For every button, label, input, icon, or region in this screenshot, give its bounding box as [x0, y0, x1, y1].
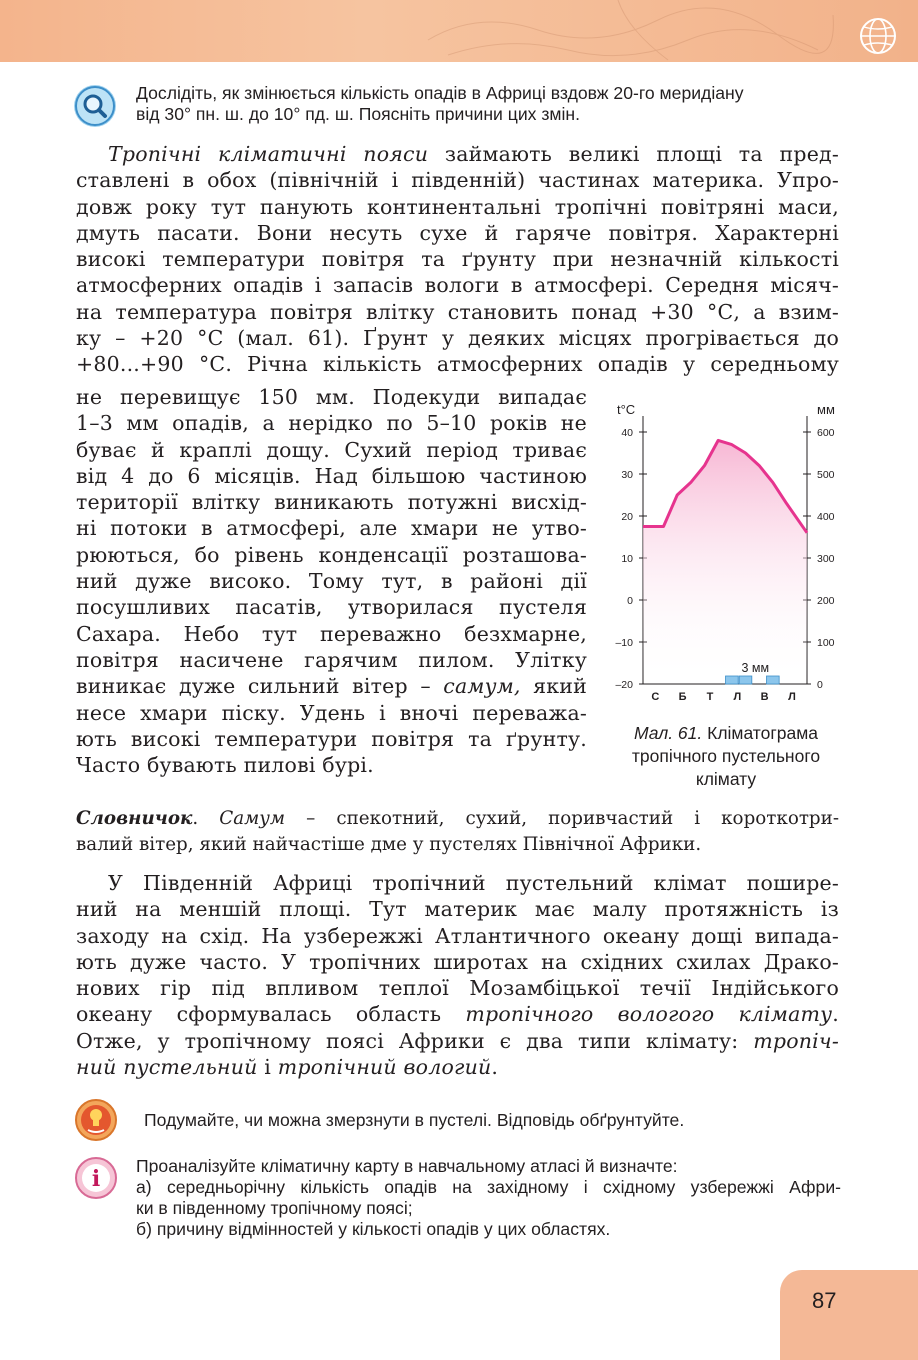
left-tick-label: –20	[615, 679, 633, 691]
left-tick-label: 20	[621, 511, 633, 523]
info-icon	[74, 1156, 116, 1198]
text-line: Часто бувають пилові бурі.	[76, 753, 374, 778]
task-line: а) середньорічну кількість опадів на західному і східному узбережжі Афри-	[136, 1177, 841, 1197]
text-line: нових гір під впливом теплої Мозамбіцької течії Індійського	[76, 976, 839, 1001]
text-line: ють дуже часто. У тропічних широтах на східних схилах Драко-	[76, 949, 839, 974]
left-tick-label: 30	[621, 469, 633, 481]
research-task	[136, 83, 846, 125]
precipitation-bar	[739, 676, 752, 684]
text-line: валий вітер, який найчастіше дме у пустелях Північної Африки.	[76, 834, 702, 855]
magnifier-icon	[74, 85, 116, 127]
term-tropical-belts: Тропічні кліматичні пояси	[108, 142, 429, 166]
glossary-word: Самум	[219, 808, 286, 829]
page-number: 87	[812, 1288, 837, 1313]
left-axis-label: t°C	[617, 402, 636, 417]
task-line: Проаналізуйте кліматичну карту в навчальному атласі й визначте:	[136, 1156, 678, 1176]
globe-icon	[858, 16, 898, 56]
paragraph-sahara	[76, 384, 587, 778]
text-line: У Південній Африці тропічний пустельний клімат пошире-	[108, 871, 839, 895]
text-line: від 4 до 6 місяців. Над більшою частиною	[76, 463, 587, 488]
text-line: виникає дуже сильний вітер – самум, який	[76, 674, 587, 699]
task-line: б) причину відмінностей у кількості опадів у цих областях.	[136, 1219, 611, 1239]
page-header-band	[0, 0, 918, 62]
text-line: заходу на схід. На узбережжі Атлантичного океану дощі випада-	[76, 923, 839, 948]
right-tick-label: 400	[817, 511, 835, 523]
text-line: ний дуже високо. Тому тут, в районі дії	[76, 569, 587, 594]
precipitation-bar	[726, 676, 739, 684]
text-line: на температура повітря влітку становить понад +30 °С, а взим-	[76, 299, 839, 324]
term-samum: самум,	[443, 674, 521, 699]
climatogram-chart	[605, 398, 850, 708]
left-tick-label: 0	[627, 595, 633, 607]
right-tick-label: 200	[817, 595, 835, 607]
atlas-task	[136, 1156, 841, 1240]
month-label: Л	[788, 691, 796, 703]
text-line: повітря насичене гарячим пилом. Улітку	[76, 647, 587, 672]
decorative-map-texture	[418, 0, 838, 62]
text-line: посушливих пасатів, утворилася пустеля	[76, 595, 587, 620]
svg-text:i: i	[91, 1166, 101, 1192]
right-axis-label: мм	[817, 402, 835, 417]
text-line: Словничок. Самум – спекотний, сухий, поривчастий і короткотри-	[76, 808, 839, 829]
text-line: океану сформувалась область тропічного вологого клімату.	[76, 1002, 839, 1027]
right-tick-label: 100	[817, 637, 835, 649]
text-line: буває й краплі дощу. Сухий період триває	[76, 437, 587, 462]
text-line: ку – +20 °С (мал. 61). Ґрунт у деяких місцях прогрівається до	[76, 326, 839, 351]
text-line: 1–3 мм опадів, а нерідко по 5–10 років не	[76, 411, 587, 436]
text-line: дмуть пасати. Вони несуть сухе й гаряче повітря. Характерні	[76, 220, 839, 245]
text-line: не перевищує 150 мм. Подекуди випадає	[76, 385, 587, 409]
text-line: ють високі температури повітря та ґрунту.	[76, 726, 587, 751]
right-tick-label: 600	[817, 427, 835, 439]
month-label: Б	[678, 691, 687, 703]
text-line: ний пустельний і тропічний вологий.	[76, 1055, 499, 1080]
glossary-note	[76, 806, 839, 858]
text-line: території влітку виникають потужні висхід-	[76, 490, 587, 515]
text-line: Сахара. Небо тут переважно безхмарне,	[76, 621, 587, 646]
text-line: довж року тут панують континентальні тропічні повітряні маси,	[76, 194, 839, 219]
text-line: несе хмари піску. Удень і вночі переважа-	[76, 700, 587, 725]
figure-caption: Мал. 61. Кліматограма тропічного пустельного клімату	[631, 723, 821, 789]
task-line: від 30° пн. ш. до 10° пд. ш. Поясніть причини цих змін.	[136, 104, 581, 124]
lightbulb-head-icon	[74, 1098, 116, 1140]
month-label: Л	[733, 691, 742, 703]
task-line: ки в південному тропічному поясі;	[136, 1198, 413, 1218]
left-tick-label: 40	[621, 427, 633, 439]
text-line: ний на меншій площі. Тут материк має малу протяжність із	[76, 897, 839, 922]
figure-label: Мал. 61.	[634, 723, 703, 743]
bar-annotation: 3 мм	[741, 661, 770, 675]
right-tick-label: 300	[817, 553, 835, 565]
left-tick-label: –10	[615, 637, 633, 649]
text-line: атмосферних опадів і запасів вологи в атмосфері. Середня місяч-	[76, 273, 839, 298]
month-label: С	[651, 691, 660, 703]
text-line: ні потоки в атмосфері, але хмари не утво-	[76, 516, 587, 541]
temperature-area	[643, 440, 807, 684]
paragraph-tropical-belts	[76, 141, 839, 378]
task-line: Дослідіть, як змінюється кількість опадів в Африці вздовж 20-го меридіану	[136, 83, 744, 103]
text-line: Отже, у тропічному поясі Африки є два типи клімату: тропіч-	[76, 1028, 839, 1053]
left-tick-label: 10	[621, 553, 633, 565]
right-tick-label: 0	[817, 679, 823, 691]
page-number-tab	[780, 1270, 918, 1360]
text-line: ставлені в обох (північній і південній) частинах материка. Упро-	[76, 168, 839, 193]
think-task: Подумайте, чи можна змерзнути в пустелі. Відповідь обґрунтуйте.	[144, 1110, 685, 1130]
text-line: рюються, бо рівень конденсації розташова-	[76, 542, 587, 567]
precipitation-bar	[767, 676, 780, 684]
month-label: В	[760, 691, 769, 703]
month-label: Т	[706, 691, 714, 703]
right-tick-label: 500	[817, 469, 835, 481]
paragraph-south-africa	[76, 870, 839, 1080]
glossary-label: Словничок	[76, 808, 193, 829]
text-line: +80...+90 °С. Річна кількість атмосферних опадів у середньому	[76, 352, 839, 377]
text-line: високі температури повітря та ґрунту при незначній кількості	[76, 247, 839, 272]
text-line: Тропічні кліматичні пояси займають великі площі та пред-	[108, 142, 839, 166]
